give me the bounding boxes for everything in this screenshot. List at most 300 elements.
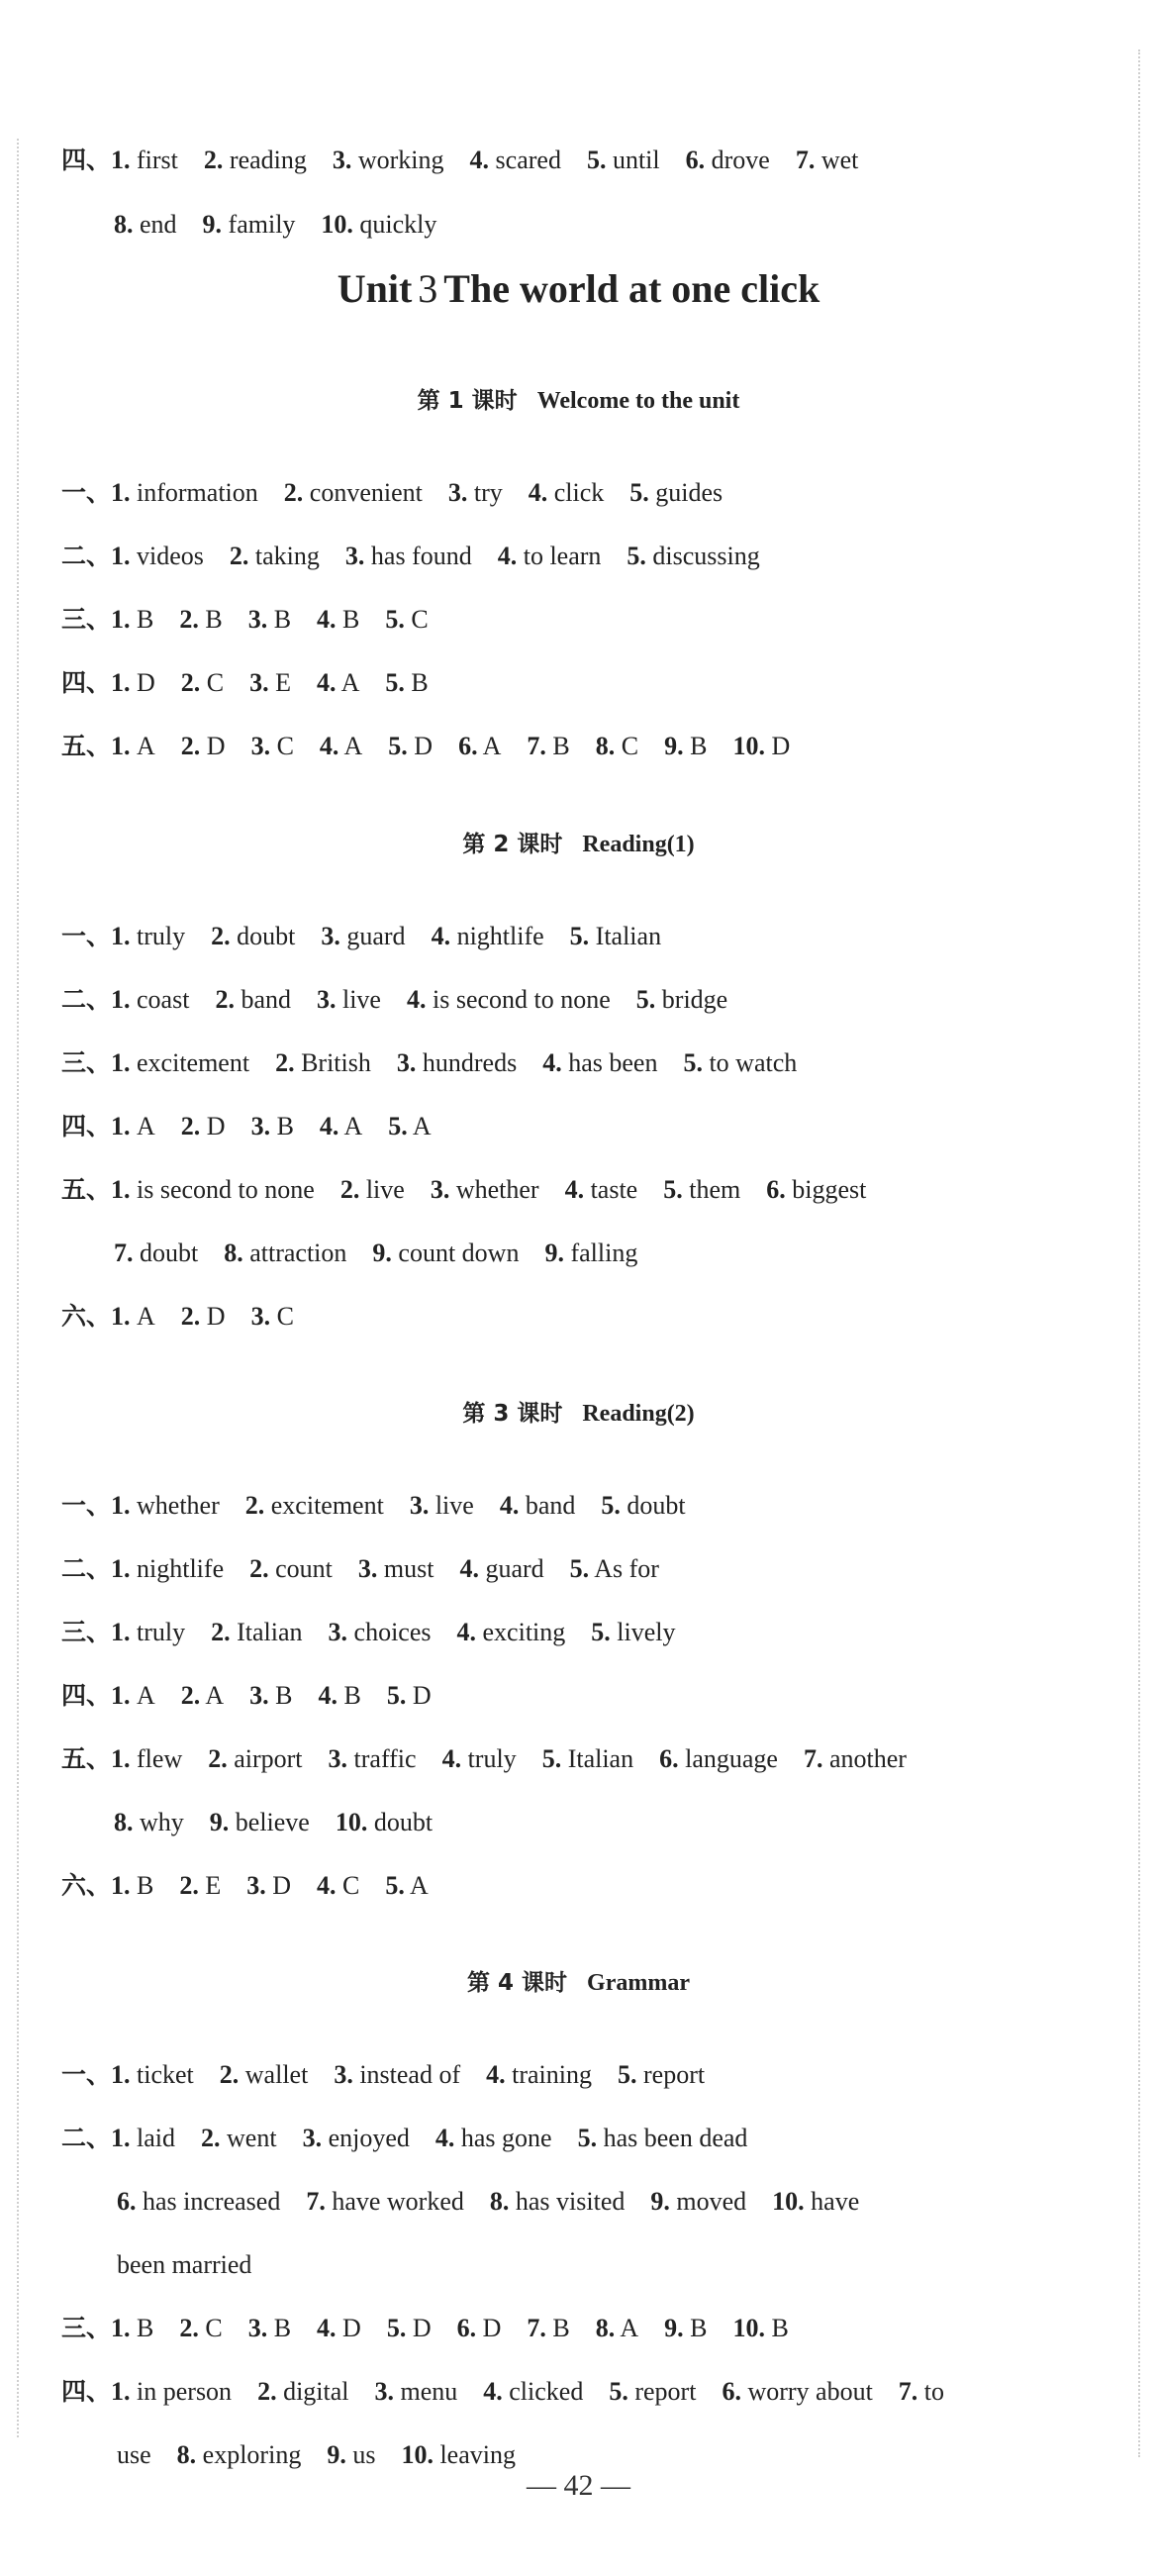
- section-prefix: 四、: [61, 1681, 112, 1710]
- lesson-heading: 第 1 课时 Welcome to the unit: [417, 388, 740, 414]
- answer-number: 1.: [111, 1681, 131, 1710]
- answer-item: [804, 1744, 907, 1773]
- answer-item: [459, 1554, 543, 1583]
- answer-text: truly: [467, 1744, 517, 1773]
- answer-number: 5.: [627, 542, 646, 570]
- answer-text: been married: [117, 2250, 252, 2279]
- answer-number: 2.: [219, 2060, 240, 2089]
- section-prefix: 四、: [61, 1112, 112, 1140]
- answer-number: 4.: [319, 1112, 339, 1140]
- answer-text: British: [301, 1048, 371, 1077]
- answer-item: [470, 146, 561, 174]
- answer-item: [111, 478, 258, 507]
- answer-item: [111, 1175, 315, 1204]
- answer-text: D: [342, 2314, 361, 2342]
- answer-number: 3.: [430, 1175, 450, 1204]
- answer-item: [397, 1048, 517, 1077]
- answer-number: 8.: [489, 2187, 510, 2216]
- answer-item: [457, 1618, 566, 1646]
- answer-text: B: [273, 605, 292, 634]
- answer-text: nightlife: [456, 922, 544, 950]
- answer-item: [201, 2124, 277, 2152]
- answer-number: 3.: [374, 2377, 394, 2406]
- answer-row: [61, 1869, 429, 1903]
- answer-text: training: [512, 2060, 592, 2089]
- answer-item: [570, 1554, 659, 1583]
- answer-text: excitement: [270, 1491, 384, 1520]
- answer-row: [61, 1110, 432, 1143]
- answer-item: [387, 1681, 432, 1710]
- answer-number: 2.: [180, 1112, 201, 1140]
- answer-text: E: [205, 1871, 222, 1900]
- answer-row: [61, 603, 429, 637]
- answer-text: count down: [398, 1238, 520, 1267]
- answer-text: B: [275, 1681, 293, 1710]
- answer-item: [111, 2060, 194, 2089]
- answer-item: [181, 1112, 226, 1140]
- answer-text: believe: [235, 1808, 310, 1836]
- answer-text: C: [205, 2314, 223, 2342]
- answer-item: [333, 146, 444, 174]
- answer-row: [61, 1679, 432, 1713]
- answer-text: end: [140, 210, 177, 239]
- answer-text: doubt: [627, 1491, 686, 1520]
- answer-item: [111, 668, 155, 697]
- answer-item: [215, 985, 291, 1014]
- answer-text: choices: [353, 1618, 432, 1646]
- section-prefix: 二、: [61, 985, 112, 1014]
- answer-item: [686, 146, 770, 174]
- answer-item: [483, 2377, 583, 2406]
- answer-row: [117, 2438, 516, 2472]
- answer-item: [650, 2187, 746, 2216]
- answer-text: flew: [137, 1744, 183, 1773]
- answer-text: wet: [820, 146, 859, 174]
- answer-text: live: [365, 1175, 405, 1204]
- answer-item: [435, 2124, 552, 2152]
- answer-item: [375, 2377, 458, 2406]
- section-prefix: 五、: [61, 1744, 112, 1773]
- answer-text: B: [205, 605, 223, 634]
- answer-item: [388, 1112, 431, 1140]
- answer-text: report: [643, 2060, 706, 2089]
- answer-text: band: [241, 985, 291, 1014]
- answer-text: airport: [234, 1744, 303, 1773]
- answer-item: [111, 1302, 155, 1331]
- answer-item: [111, 1744, 182, 1773]
- answer-number: 9.: [544, 1238, 564, 1267]
- answer-item: [591, 1618, 675, 1646]
- answer-number: 4.: [564, 1175, 585, 1204]
- answer-number: 1.: [111, 1048, 131, 1077]
- answer-text: lively: [617, 1618, 676, 1646]
- answer-number: 5.: [601, 1491, 621, 1520]
- answer-number: 5.: [635, 985, 656, 1014]
- answer-number: 9.: [664, 732, 684, 760]
- answer-text: use: [117, 2440, 151, 2469]
- answer-text: report: [634, 2377, 697, 2406]
- answer-number: 5.: [609, 2377, 628, 2406]
- answer-text: whether: [137, 1491, 220, 1520]
- section-prefix: 四、: [61, 146, 112, 174]
- answer-number: 7.: [306, 2187, 326, 2216]
- answer-text: scared: [495, 146, 561, 174]
- answer-text: family: [228, 210, 296, 239]
- answer-item: [796, 146, 859, 174]
- answer-row: [61, 666, 429, 700]
- answer-item: [659, 1744, 778, 1773]
- answer-text: guard: [346, 922, 406, 950]
- answer-number: 2.: [244, 1491, 265, 1520]
- answer-item: [385, 605, 428, 634]
- answer-text: D: [272, 1871, 292, 1900]
- answer-item: [732, 2314, 788, 2342]
- answer-item: [284, 478, 423, 507]
- answer-item: [458, 732, 501, 760]
- answer-number: 2.: [203, 146, 224, 174]
- section-prefix: 五、: [61, 1175, 112, 1204]
- answer-item: [275, 1048, 371, 1077]
- answer-item: [181, 1681, 224, 1710]
- answer-number: 3.: [409, 1491, 430, 1520]
- answer-text: Italian: [567, 1744, 634, 1773]
- answer-number: 10.: [335, 1808, 368, 1836]
- answer-text: excitement: [137, 1048, 250, 1077]
- answer-item: [618, 2060, 705, 2089]
- unit-title: Unit 3 The world at one click: [337, 266, 820, 311]
- answer-row: [117, 2185, 859, 2219]
- answer-text: bridge: [661, 985, 728, 1014]
- answer-number: 5.: [577, 2124, 598, 2152]
- answer-number: 8.: [224, 1238, 243, 1267]
- answer-text: band: [525, 1491, 576, 1520]
- answer-row: [61, 1489, 686, 1523]
- answer-text: exploring: [202, 2440, 302, 2469]
- answer-item: [306, 2187, 464, 2216]
- answer-text: C: [621, 732, 639, 760]
- answer-number: 4.: [497, 542, 518, 570]
- answer-text: instead of: [359, 2060, 461, 2089]
- section-prefix: 六、: [61, 1302, 112, 1331]
- section-prefix: 一、: [61, 2060, 112, 2089]
- answer-number: 8.: [114, 210, 134, 239]
- answer-text: A: [137, 1302, 155, 1331]
- answer-text: C: [411, 605, 429, 634]
- answer-number: 3.: [447, 478, 468, 507]
- lesson-heading: 第 3 课时 Reading(2): [462, 1401, 695, 1427]
- answer-text: B: [690, 2314, 708, 2342]
- answer-item: [664, 2314, 707, 2342]
- answer-item: [117, 2440, 151, 2469]
- answer-text: E: [275, 668, 292, 697]
- section-prefix: 三、: [61, 1618, 112, 1646]
- answer-item: [334, 2060, 460, 2089]
- answer-item: [596, 2314, 638, 2342]
- answer-number: 1.: [111, 1112, 131, 1140]
- answer-text: is second to none: [137, 1175, 315, 1204]
- answer-text: B: [137, 605, 154, 634]
- answer-text: has increased: [143, 2187, 281, 2216]
- answer-item: [570, 922, 661, 950]
- answer-text: A: [137, 1112, 155, 1140]
- answer-item: [208, 1744, 302, 1773]
- section-prefix: 四、: [61, 2377, 112, 2406]
- answer-text: Italian: [595, 922, 662, 950]
- answer-number: 2.: [249, 1554, 269, 1583]
- answer-row: [61, 476, 723, 510]
- answer-number: 1.: [111, 922, 131, 950]
- answer-text: B: [137, 1871, 154, 1900]
- answer-text: clicked: [509, 2377, 584, 2406]
- answer-number: 9.: [372, 1238, 392, 1267]
- answer-text: D: [412, 1681, 432, 1710]
- answer-row: [61, 1552, 659, 1586]
- left-dotted-rule: [17, 139, 19, 2437]
- answer-text: reading: [229, 146, 307, 174]
- answer-item: [498, 542, 602, 570]
- answer-number: 9.: [202, 210, 223, 239]
- answer-number: 5.: [385, 1871, 405, 1900]
- answer-text: have: [811, 2187, 860, 2216]
- answer-text: C: [342, 1871, 360, 1900]
- answer-number: 3.: [344, 542, 365, 570]
- answer-number: 3.: [302, 2124, 323, 2152]
- answer-text: has gone: [460, 2124, 552, 2152]
- answer-number: 6.: [722, 2377, 741, 2406]
- answer-number: 5.: [569, 1554, 590, 1583]
- answer-item: [204, 146, 307, 174]
- answer-number: 8.: [114, 1808, 134, 1836]
- section-prefix: 五、: [61, 732, 112, 760]
- answer-number: 4.: [319, 732, 339, 760]
- answer-item: [448, 478, 503, 507]
- answer-text: A: [343, 1112, 363, 1140]
- answer-number: 10.: [732, 732, 765, 760]
- answer-text: A: [205, 1681, 225, 1710]
- answer-text: falling: [570, 1238, 638, 1267]
- answer-item: [249, 668, 291, 697]
- answer-item: [385, 668, 428, 697]
- answer-item: [578, 2124, 748, 2152]
- answer-number: 4.: [317, 668, 337, 697]
- answer-item: [500, 1491, 576, 1520]
- answer-text: them: [689, 1175, 741, 1204]
- answer-number: 2.: [180, 668, 201, 697]
- answer-text: enjoyed: [328, 2124, 410, 2152]
- answer-number: 10.: [772, 2187, 805, 2216]
- answer-text: B: [552, 732, 570, 760]
- answer-number: 6.: [456, 2314, 477, 2342]
- answer-item: [636, 985, 727, 1014]
- section-prefix: 四、: [61, 668, 112, 697]
- answer-item: [529, 478, 605, 507]
- answer-item: [210, 1808, 310, 1836]
- answer-item: [544, 1238, 637, 1267]
- answer-text: D: [482, 2314, 502, 2342]
- answer-number: 1.: [111, 985, 131, 1014]
- answer-number: 10.: [321, 210, 353, 239]
- answer-item: [601, 1491, 685, 1520]
- answer-row: [61, 1616, 676, 1649]
- answer-text: to watch: [709, 1048, 798, 1077]
- answer-item: [385, 1871, 428, 1900]
- answer-item: [111, 2377, 232, 2406]
- answer-number: 3.: [249, 1681, 269, 1710]
- answer-text: B: [690, 732, 708, 760]
- answer-item: [317, 2314, 361, 2342]
- answer-number: 9.: [327, 2440, 346, 2469]
- answer-text: information: [137, 478, 258, 507]
- answer-number: 5.: [663, 1175, 683, 1204]
- answer-number: 4.: [441, 1744, 462, 1773]
- answer-item: [358, 1554, 434, 1583]
- answer-number: 3.: [247, 605, 268, 634]
- answer-text: C: [276, 732, 294, 760]
- answer-item: [114, 210, 177, 239]
- answer-item: [431, 1175, 539, 1204]
- answer-item: [663, 1175, 740, 1204]
- answer-item: [303, 2124, 410, 2152]
- answer-item: [372, 1238, 519, 1267]
- answer-item: [388, 732, 433, 760]
- answer-number: 5.: [683, 1048, 703, 1077]
- answer-number: 3.: [250, 1302, 271, 1331]
- answer-number: 7.: [803, 1744, 823, 1773]
- answer-row: [61, 1300, 294, 1334]
- answer-number: 3.: [249, 668, 269, 697]
- answer-text: drove: [711, 146, 770, 174]
- answer-text: digital: [283, 2377, 349, 2406]
- answer-number: 9.: [650, 2187, 670, 2216]
- answer-row: [61, 144, 858, 177]
- answer-item: [772, 2187, 859, 2216]
- answer-text: to learn: [523, 542, 602, 570]
- answer-item: [321, 210, 436, 239]
- answer-text: nightlife: [137, 1554, 225, 1583]
- answer-number: 2.: [211, 1618, 231, 1646]
- answer-item: [211, 1618, 302, 1646]
- answer-item: [114, 1238, 198, 1267]
- answer-text: wallet: [244, 2060, 309, 2089]
- answer-text: As for: [594, 1554, 659, 1583]
- answer-item: [457, 2314, 502, 2342]
- answer-row: [61, 730, 790, 763]
- answer-item: [111, 1112, 155, 1140]
- answer-text: D: [137, 668, 155, 697]
- answer-row: [61, 1046, 797, 1080]
- answer-item: [111, 2124, 175, 2152]
- answer-item: [732, 732, 790, 760]
- answer-item: [111, 1491, 220, 1520]
- answer-number: 3.: [247, 2314, 268, 2342]
- answer-number: 4.: [456, 1618, 477, 1646]
- answer-text: has been dead: [603, 2124, 748, 2152]
- answer-number: 2.: [180, 1681, 201, 1710]
- answer-item: [111, 1618, 185, 1646]
- answer-item: [111, 1871, 153, 1900]
- answer-number: 5.: [388, 732, 408, 760]
- answer-row: [114, 1237, 637, 1270]
- answer-row: [114, 1806, 433, 1839]
- answer-number: 7.: [527, 732, 546, 760]
- answer-number: 4.: [528, 478, 548, 507]
- answer-row: [61, 2312, 789, 2345]
- answer-text: has been: [568, 1048, 658, 1077]
- answer-item: [211, 922, 295, 950]
- answer-number: 1.: [111, 605, 131, 634]
- answer-number: 2.: [201, 2124, 221, 2152]
- answer-item: [527, 2314, 569, 2342]
- answer-number: 1.: [111, 2124, 131, 2152]
- page-number: — 42 —: [527, 2469, 630, 2502]
- answer-item: [181, 1302, 226, 1331]
- answer-text: B: [137, 2314, 154, 2342]
- answer-text: taste: [590, 1175, 638, 1204]
- answer-number: 1.: [111, 1618, 131, 1646]
- section-prefix: 一、: [61, 478, 112, 507]
- answer-item: [542, 1048, 657, 1077]
- answer-number: 7.: [795, 146, 816, 174]
- answer-text: B: [552, 2314, 570, 2342]
- answer-number: 1.: [111, 146, 131, 174]
- answer-number: 5.: [541, 1744, 562, 1773]
- answer-text: Italian: [237, 1618, 303, 1646]
- answer-text: try: [473, 478, 503, 507]
- answer-text: truly: [137, 922, 186, 950]
- answer-text: B: [343, 1681, 361, 1710]
- answer-text: menu: [400, 2377, 458, 2406]
- answer-item: [317, 605, 359, 634]
- answer-number: 10.: [401, 2440, 434, 2469]
- answer-number: 2.: [179, 1871, 199, 1900]
- answer-text: must: [383, 1554, 434, 1583]
- answer-item: [317, 1871, 359, 1900]
- answer-item: [664, 732, 707, 760]
- answer-number: 1.: [111, 1871, 131, 1900]
- answer-item: [317, 985, 381, 1014]
- answer-text: taking: [254, 542, 320, 570]
- answer-text: A: [340, 668, 360, 697]
- answer-number: 8.: [176, 2440, 197, 2469]
- answer-text: A: [343, 732, 363, 760]
- section-prefix: 一、: [61, 1491, 112, 1520]
- answer-number: 1.: [111, 478, 131, 507]
- answer-number: 1.: [111, 668, 131, 697]
- answer-number: 1.: [111, 1302, 131, 1331]
- answer-item: [117, 2250, 251, 2279]
- answer-item: [251, 1112, 294, 1140]
- answer-item: [587, 146, 660, 174]
- answer-item: [490, 2187, 626, 2216]
- answer-text: attraction: [249, 1238, 347, 1267]
- answer-item: [317, 668, 359, 697]
- answer-item: [722, 2377, 872, 2406]
- answer-text: click: [553, 478, 605, 507]
- answer-number: 4.: [499, 1491, 520, 1520]
- answer-text: discussing: [652, 542, 760, 570]
- answer-item: [609, 2377, 696, 2406]
- answer-item: [111, 605, 153, 634]
- answer-number: 3.: [396, 1048, 417, 1077]
- answer-number: 8.: [595, 2314, 616, 2342]
- answer-text: D: [206, 1302, 226, 1331]
- answer-number: 6.: [685, 146, 706, 174]
- answer-item: [111, 732, 155, 760]
- answer-number: 7.: [114, 1238, 134, 1267]
- answer-row: [61, 983, 727, 1017]
- answer-number: 6.: [458, 732, 478, 760]
- answer-number: 2.: [211, 922, 231, 950]
